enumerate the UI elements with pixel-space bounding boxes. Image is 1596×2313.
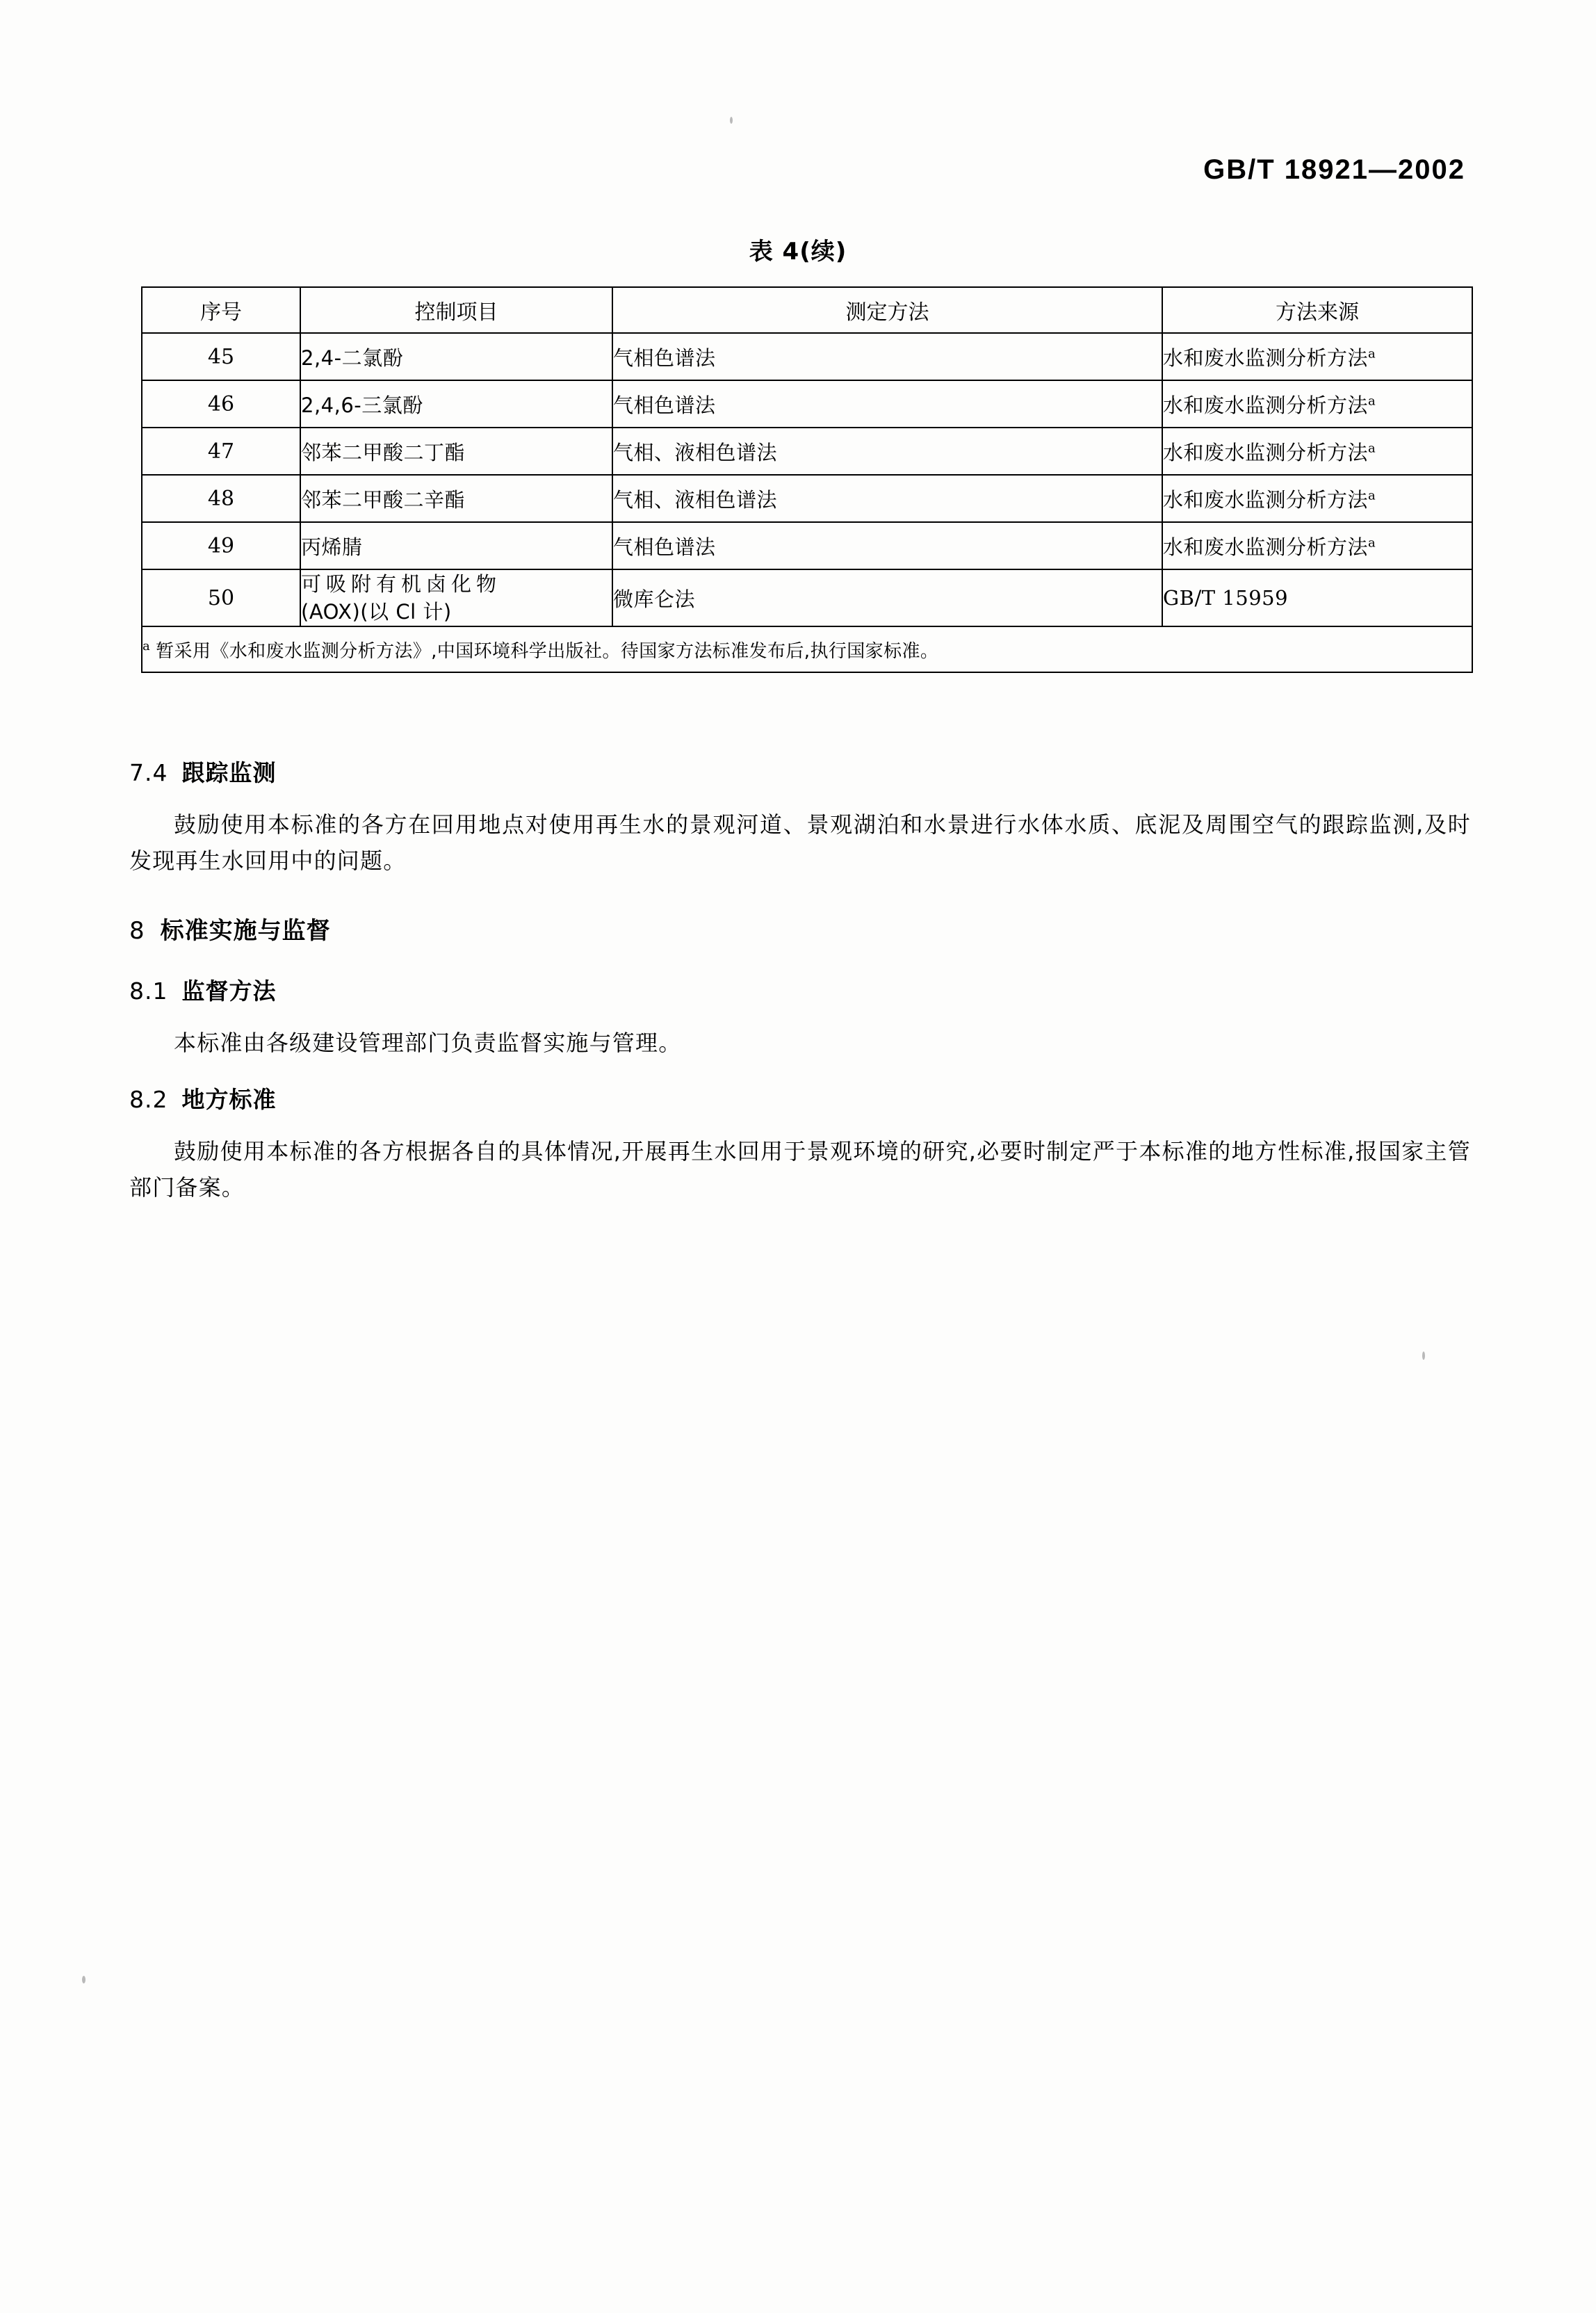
table-row [142,333,1472,380]
cell-source-text: 水和废水监测分析方法 [1163,487,1369,512]
cell-method-text: 气相、液相色谱法 [613,487,778,512]
cell-source [1162,569,1472,626]
cell-source-text: 水和废水监测分析方法 [1163,393,1369,417]
cell-method [612,333,1162,380]
cell-method [612,428,1162,475]
cell-source [1162,475,1472,522]
heading-8-1-number: 8.1 [129,977,168,1005]
column-header-item: 控制项目 [300,287,612,333]
cell-item [300,475,612,522]
heading-8-2-title: 地方标准 [181,1086,277,1114]
footnote-marker: a [1368,393,1376,408]
document-body [129,755,1471,1206]
heading-8-2 [129,1082,1471,1114]
cell-source-text: GB/T 15959 [1163,586,1289,610]
heading-8-number: 8 [129,916,145,945]
heading-8-1-title: 监督方法 [181,977,277,1005]
cell-method-text: 气相、液相色谱法 [613,440,778,464]
cell-item-text: 2,4,6-三氯酚 [301,393,423,417]
column-header-method: 测定方法 [612,287,1162,333]
footnote-marker: a [142,638,151,654]
cell-method [612,380,1162,428]
cell-item [300,522,612,569]
footnote-marker: a [1368,487,1376,503]
table-row [142,428,1472,475]
heading-7-4-number: 7.4 [129,759,168,786]
heading-8-1 [129,973,1471,1006]
cell-source [1162,522,1472,569]
cell-method [612,569,1162,626]
cell-method-text: 气相色谱法 [613,535,716,559]
cell-item-text: 丙烯腈 [301,535,363,559]
cell-item-text: 邻苯二甲酸二辛酯 [301,487,466,512]
cell-item-text: 邻苯二甲酸二丁酯 [301,440,466,464]
heading-8 [129,911,1471,946]
table-row [142,380,1472,428]
cell-source-text: 水和废水监测分析方法 [1163,440,1369,464]
cell-item [300,428,612,475]
table-footnote-row [142,626,1472,672]
cell-method-text: 气相色谱法 [613,393,716,417]
table-footnote [142,626,1472,672]
heading-8-title: 标准实施与监督 [160,916,331,945]
cell-item [300,380,612,428]
table-row [142,569,1472,626]
cell-method [612,475,1162,522]
table-caption: 表 4(续) [749,238,847,266]
heading-8-2-number: 8.2 [129,1086,168,1114]
heading-7-4-title: 跟踪监测 [181,759,277,786]
scan-artifact [1422,1352,1425,1360]
cell-no: 49 [142,522,300,569]
cell-method-text: 微库仑法 [613,587,696,611]
scan-artifact [730,117,733,124]
cell-item-text-line1: 可吸附有机卤化物 [301,572,502,596]
cell-item-text-line2: (AOX)(以 Cl 计) [301,600,452,624]
heading-7-4 [129,755,1471,788]
document-standard-number: GB/T 18921—2002 [1203,154,1465,185]
paragraph-8-2: 鼓励使用本标准的各方根据各自的具体情况,开展再生水回用于景观环境的研究,必要时制定严于本标准的地方性标准,报国家主管部门备案。 [129,1138,1471,1201]
paragraph-8-1: 本标准由各级建设管理部门负责监督实施与管理。 [174,1029,682,1056]
cell-item [300,569,612,626]
cell-no: 48 [142,475,300,522]
cell-no: 47 [142,428,300,475]
cell-source [1162,380,1472,428]
column-header-no: 序号 [142,287,300,333]
column-header-source: 方法来源 [1162,287,1472,333]
cell-source-text: 水和废水监测分析方法 [1163,346,1369,370]
table-4-continued [141,286,1466,673]
cell-source [1162,333,1472,380]
table-header-row [142,287,1472,333]
cell-source-text: 水和废水监测分析方法 [1163,535,1369,559]
footnote-marker: a [1368,346,1376,361]
paragraph-7-4: 鼓励使用本标准的各方在回用地点对使用再生水的景观河道、景观湖泊和水景进行水体水质、底泥及周围空气的跟踪监测,及时发现再生水回用中的问题。 [129,811,1471,874]
footnote-marker: a [1368,440,1376,455]
cell-no: 50 [142,569,300,626]
table-row [142,475,1472,522]
table-row [142,522,1472,569]
footnote-text: 暂采用《水和废水监测分析方法》,中国环境科学出版社。待国家方法标准发布后,执行国家标准。 [156,640,939,662]
cell-no: 45 [142,333,300,380]
cell-item [300,333,612,380]
cell-method [612,522,1162,569]
cell-no: 46 [142,380,300,428]
cell-method-text: 气相色谱法 [613,346,716,370]
cell-item-text: 2,4-二氯酚 [301,346,404,370]
cell-source [1162,428,1472,475]
scan-artifact [82,1976,86,1983]
footnote-marker: a [1368,535,1376,550]
